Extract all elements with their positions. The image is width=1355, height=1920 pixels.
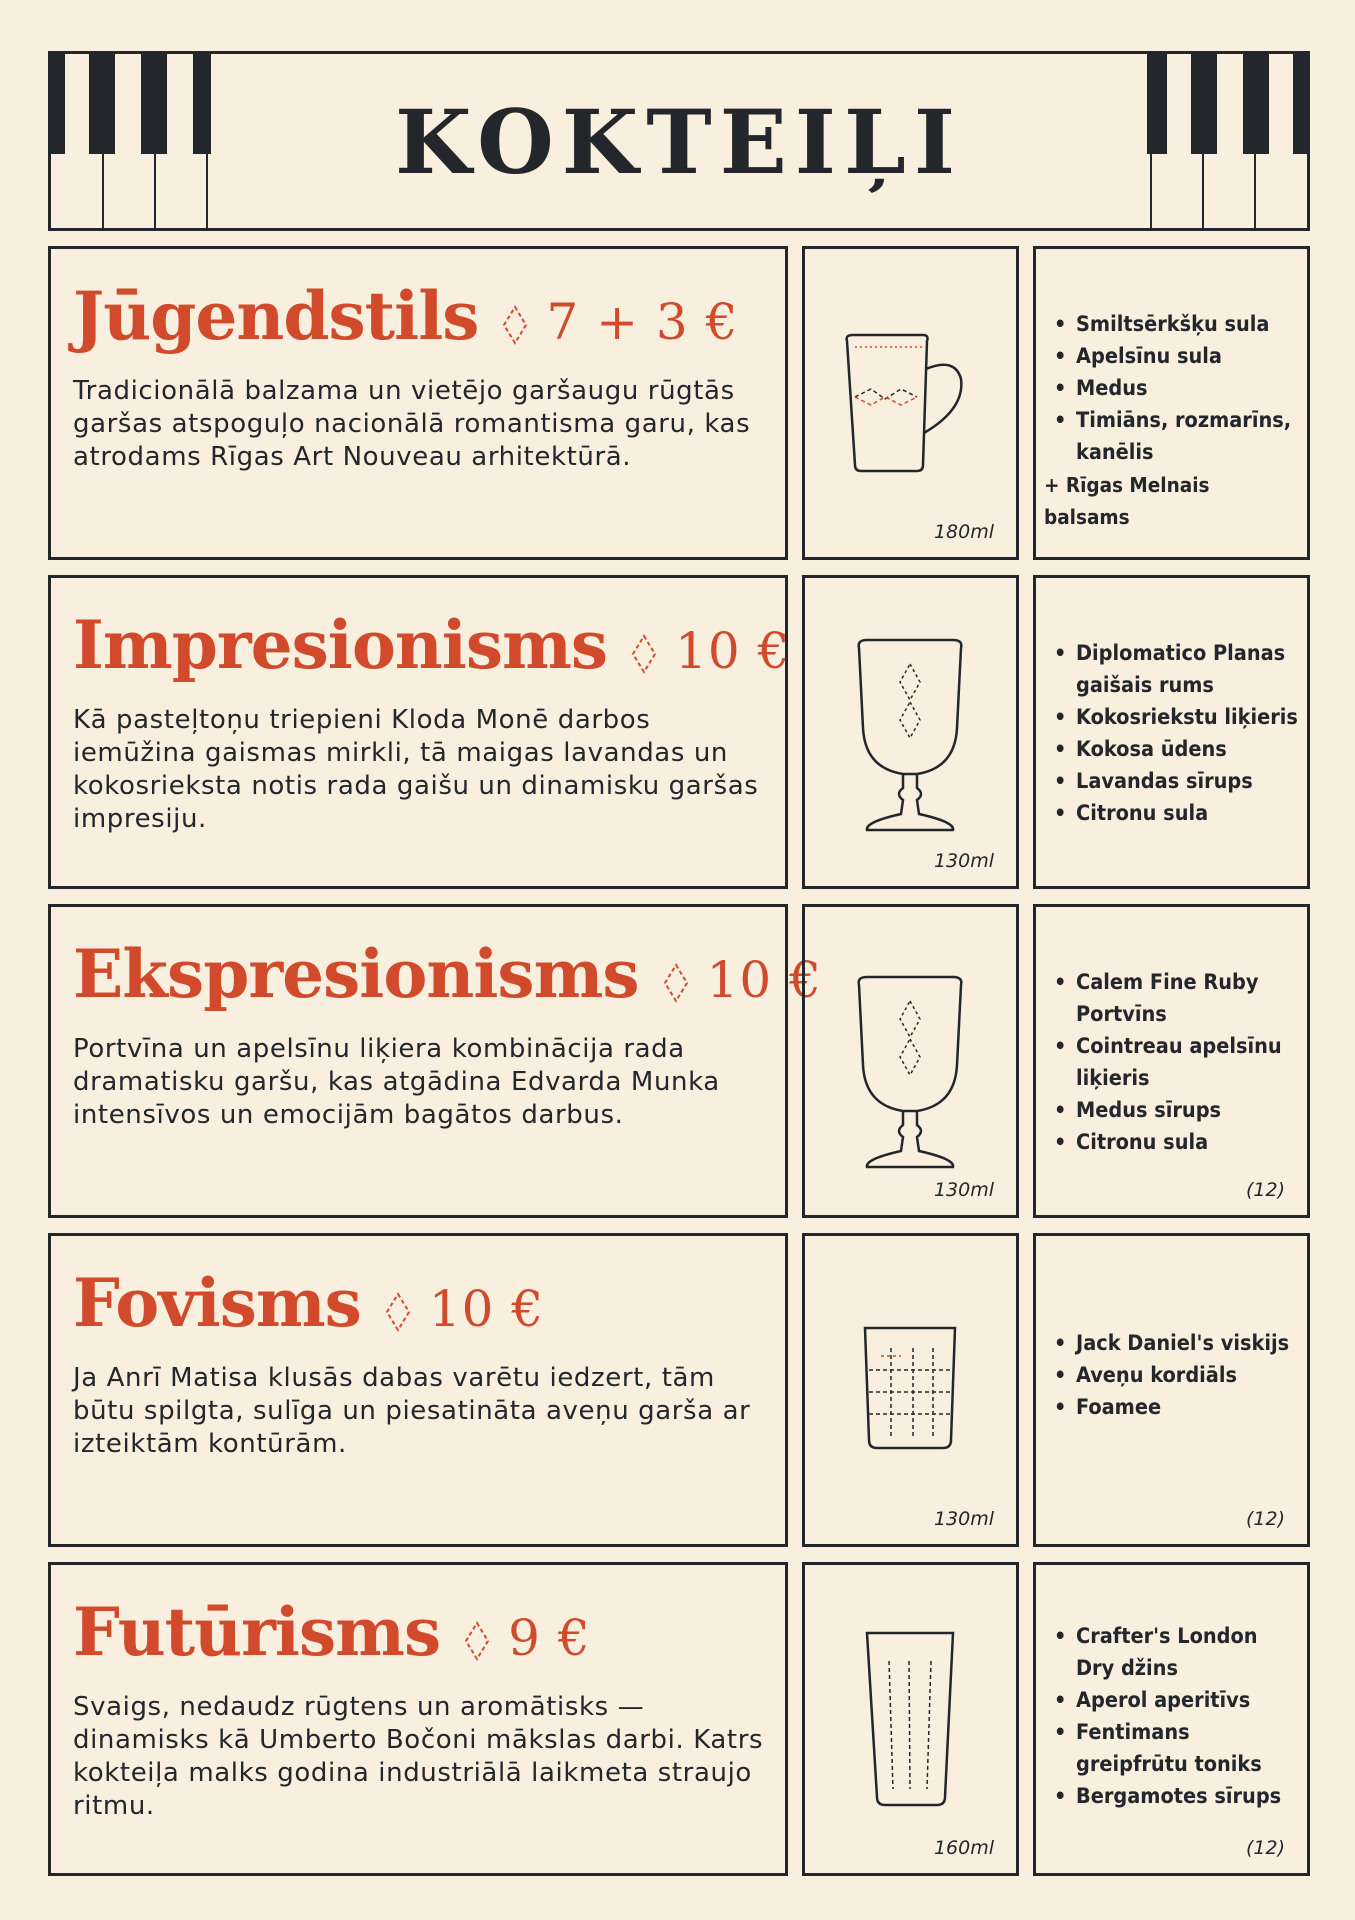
list-item: • Medus sīrups xyxy=(1054,1095,1301,1127)
list-item: • Timiāns, rozmarīns, kanēlis xyxy=(1054,405,1301,469)
cocktail-name: Fovisms xyxy=(73,1264,361,1342)
glass-panel xyxy=(802,575,1019,889)
list-item: • Medus xyxy=(1054,373,1301,405)
cocktail-card xyxy=(48,1562,788,1876)
mug-icon xyxy=(805,249,1016,557)
list-item: • Smiltsērkšķu sula xyxy=(1054,309,1301,341)
cocktail-heading xyxy=(73,1264,544,1344)
ingredient-list xyxy=(1054,1621,1301,1813)
ingredient-list xyxy=(1044,309,1301,533)
page-title: KOKTEIĻI xyxy=(394,90,964,194)
list-item: • Kokosriekstu liķieris xyxy=(1054,702,1301,734)
cocktail-heading xyxy=(73,606,790,686)
menu-header xyxy=(48,51,1310,231)
ingredient-list xyxy=(1054,1328,1301,1424)
list-item: • Cointreau apelsīnu liķieris xyxy=(1054,1031,1301,1095)
highball-icon xyxy=(805,1565,1016,1873)
ingredients-panel xyxy=(1033,1233,1310,1547)
diamond-icon xyxy=(631,634,657,678)
glass-panel xyxy=(802,1233,1019,1547)
glass-volume: 160ml xyxy=(933,1837,994,1859)
cocktail-heading xyxy=(73,277,738,357)
glass-volume: 180ml xyxy=(933,521,994,543)
cocktail-description: Portvīna un apelsīnu liķiera kombinācija rada dramatisku garšu, kas atgādina Edvarda Munka intensīvos un emocijām bagātos darbus. xyxy=(73,1034,720,1130)
cocktail-name: Futūrisms xyxy=(73,1593,441,1671)
goblet-icon xyxy=(805,578,1016,886)
cocktail-price: 7 + 3 € xyxy=(546,293,739,351)
ingredient-list xyxy=(1054,967,1301,1159)
list-item: • Aveņu kordiāls xyxy=(1054,1360,1301,1392)
glass-volume: 130ml xyxy=(933,1179,994,1201)
cocktail-heading xyxy=(73,935,822,1015)
list-item: • Citronu sula xyxy=(1054,1127,1301,1159)
diamond-icon xyxy=(385,1292,411,1336)
serving-note: (12) xyxy=(1245,1508,1285,1530)
ingredient-list xyxy=(1054,638,1301,830)
list-item: • Aperol aperitīvs xyxy=(1054,1685,1301,1717)
cocktail-description: Ja Anrī Matisa klusās dabas varētu iedzert, tām būtu spilgta, sulīga un piesatināta aveņu garša ar izteiktām kontūrām. xyxy=(73,1363,751,1459)
cocktail-card xyxy=(48,904,822,1218)
glass-volume: 130ml xyxy=(933,850,994,872)
goblet-icon xyxy=(805,907,1016,1215)
list-item: • Lavandas sīrups xyxy=(1054,766,1301,798)
cocktail-heading xyxy=(73,1593,591,1673)
tumbler-icon xyxy=(805,1236,1016,1544)
cocktail-description: Kā pasteļtoņu triepieni Kloda Monē darbos iemūžina gaismas mirkli, tā maigas lavandas un kokosriekstа notis rada gaišu un dinamisku garšas impresiju. xyxy=(73,705,759,834)
cocktail-description: Svaigs, nedaudz rūgtens un aromātisks — dinamisks kā Umberto Bočoni mākslas darbi. Katrs kokteiļa malks godina industriālā laikmeta straujo ritmu. xyxy=(73,1692,764,1821)
cocktail-name: Ekspresionisms xyxy=(73,935,639,1013)
cocktail-price: 10 € xyxy=(675,622,791,680)
list-item: • Foamee xyxy=(1054,1392,1301,1424)
list-item: • Apelsīnu sula xyxy=(1054,341,1301,373)
glass-volume: 130ml xyxy=(933,1508,994,1530)
cocktail-name: Impresionisms xyxy=(73,606,608,684)
glass-panel xyxy=(802,246,1019,560)
serving-note: (12) xyxy=(1245,1837,1285,1859)
serving-note: (12) xyxy=(1245,1179,1285,1201)
list-item: • Citronu sula xyxy=(1054,798,1301,830)
list-item: • Crafter's London Dry džins xyxy=(1054,1621,1301,1685)
cocktail-card xyxy=(48,1233,788,1547)
diamond-icon xyxy=(464,1621,490,1665)
glass-panel xyxy=(802,1562,1019,1876)
cocktail-price: 10 € xyxy=(428,1280,545,1338)
list-item: • Bergamotes sīrups xyxy=(1054,1781,1301,1813)
cocktail-price: 10 € xyxy=(706,951,822,1009)
list-item: • Calem Fine Ruby Portvīns xyxy=(1054,967,1301,1031)
ingredients-panel xyxy=(1033,575,1310,889)
list-item: • Fentimans greipfrūtu toniks xyxy=(1054,1717,1301,1781)
cocktail-name: Jūgendstils xyxy=(73,277,479,355)
cocktail-card xyxy=(48,575,791,889)
diamond-icon xyxy=(502,305,528,349)
list-item: • Diplomatico Planas gaišais rums xyxy=(1054,638,1301,702)
ingredients-panel xyxy=(1033,1562,1310,1876)
glass-panel xyxy=(802,904,1019,1218)
ingredients-panel xyxy=(1033,904,1310,1218)
ingredients-panel xyxy=(1033,246,1310,560)
cocktail-description: Tradicionālā balzama un vietējo garšaugu rūgtās garšas atspoguļo nacionālā romantisma garu, kas atrodams Rīgas Art Nouveau arhitektūrā. xyxy=(73,376,751,472)
list-item: • Kokosa ūdens xyxy=(1054,734,1301,766)
cocktail-price: 9 € xyxy=(508,1609,591,1667)
cocktail-card xyxy=(48,246,788,560)
list-item: • Jack Daniel's viskijs xyxy=(1054,1328,1301,1360)
extra-ingredient: + Rīgas Melnais balsams xyxy=(1044,473,1210,529)
diamond-icon xyxy=(663,963,689,1007)
